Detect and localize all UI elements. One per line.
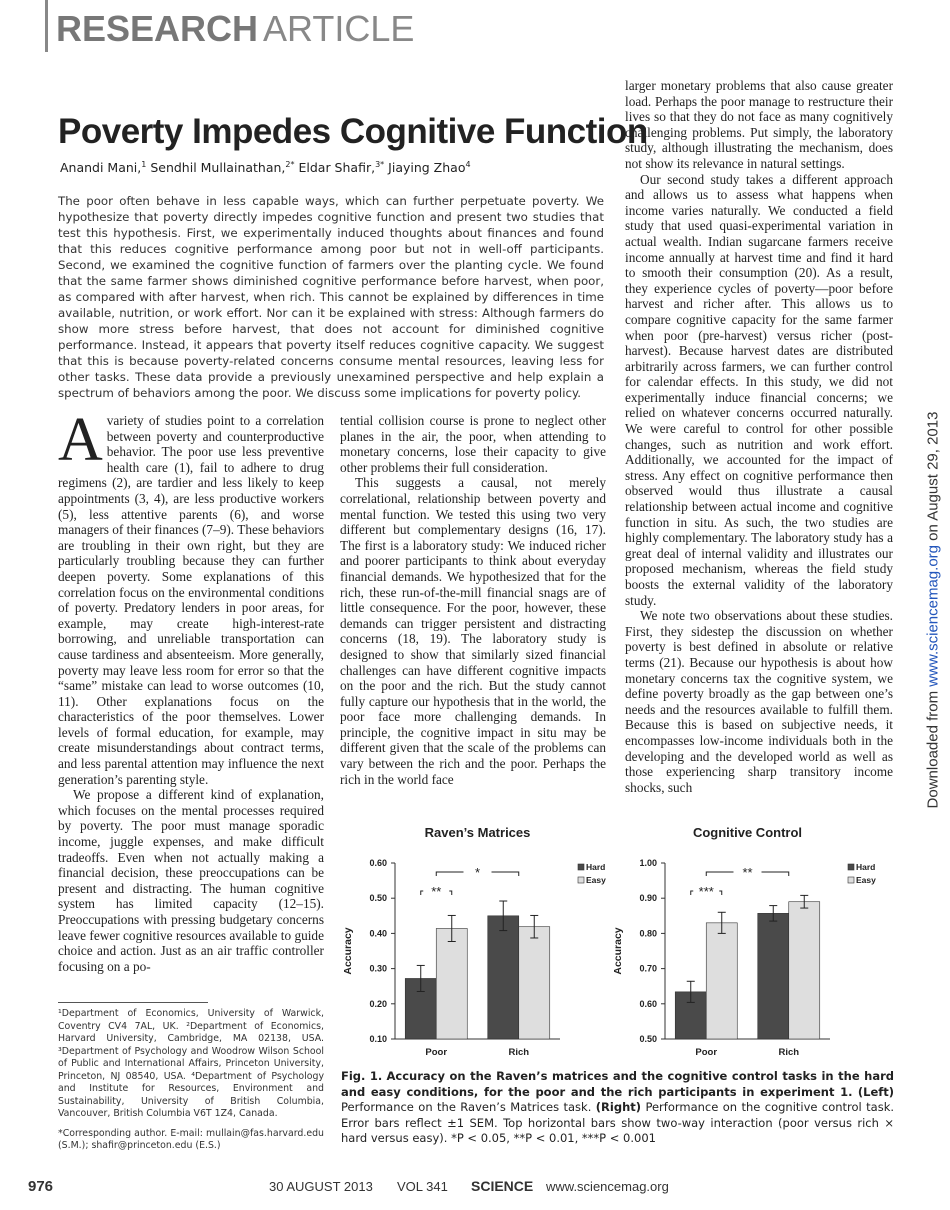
legend-swatch-hard: [848, 864, 854, 870]
y-tick-label: 0.70: [639, 963, 657, 974]
chart-title: Raven’s Matrices: [424, 825, 531, 840]
body-paragraph: This suggests a causal, not merely correlational, relationship between poverty and mental function. We tested this using two very different but complementary designs (16, 17). The first is a laboratory study: We induced richer and poorer participants to think about everyday financial demands. We hypothesized that for the rich, these run-of-the-mill financial snags are of little consequence. For the poor, however, these demands can trigger persistent and distracting concerns (18, 19). The laboratory study is designed to show that similarly sized financial challenges can have different cognitive impacts on the poor and the rich. But the study cannot fully capture our hypothesis that in the world, the poor face more challenging demands. In principle, the cognitive impact in situ may be different given that the scale of the problems can vary between the rich and the poor. Perhaps the rich in the world face: [340, 475, 606, 787]
legend-swatch-easy: [848, 877, 854, 883]
journal-website[interactable]: www.sciencemag.org: [546, 1179, 669, 1194]
legend-label: Hard: [586, 862, 606, 872]
drop-cap: A: [58, 406, 103, 474]
x-tick-label: Rich: [778, 1047, 800, 1058]
body-column-3: [625, 78, 893, 795]
author-affiliation-mark: 1: [141, 160, 147, 169]
caption-title: Accuracy on the Raven’s matrices and the cognitive control tasks in the hard and easy conditions, for the poor and the rich participants in experiment 1.: [341, 1069, 894, 1099]
footnote-divider: [58, 1002, 208, 1003]
author: Anandi Mani,: [60, 160, 142, 176]
body-paragraph: Our second study takes a different approach and allows us to assess what happens when income varies naturally. We conducted a field study that used quasi-experimental variation in actual wealth. Indian sugarcane farmers receive income annually at harvest time and find it hard to smooth their consumption (20). As a result, they experience cycles of poverty—poor before harvest and richer after. This allows us to compare cognitive capacity for the same farmer when poor (pre-harvest) versus richer (post-harvest). Because harvest dates are distributed arbitrarily across farmers, we can further control for calendar effects. In this study, we did not experimentally induce financial concerns; we relied on whatever concerns occurred naturally. We were careful to control for other possible changes, such as nutrition and work effort. Additionally, we accounted for the impact of stress. Any effect on cognitive performance then observed would thus illustrate a causal relationship between actual income and cognitive function in situ. As such, the two studies are highly complementary. The laboratory study has a great deal of internal validity and illustrates our proposed mechanism, whereas the field study boosts the external validity of the laboratory study.: [625, 171, 893, 608]
caption-right-text: Performance on the cognitive control task. Error bars reflect ±1 SEM. Top horizontal bars show two-way interaction (poor versus rich × hard versus easy). *P < 0.05, **P < 0.01, ***P < 0.001: [341, 1100, 895, 1145]
legend-label: Easy: [856, 875, 876, 885]
body-column-1: [58, 406, 324, 974]
y-tick-label: 0.10: [369, 1034, 387, 1044]
journal-name: SCIENCE: [471, 1178, 534, 1194]
page-footer: [0, 1170, 950, 1200]
author-affiliation-mark: 3*: [375, 160, 385, 169]
body-paragraph: larger monetary problems that also cause greater load. Perhaps the poor manage to restructure their lives so that they do not face as many cognitively challenging problems. Put simply, the laboratory study, although illustrating the mechanism, does not show its relevance in natural settings.: [625, 78, 893, 171]
caption-right-label: (Right): [595, 1100, 642, 1114]
abstract: The poor often behave in less capable ways, which can further perpetuate poverty. We hypothesize that poverty directly impedes cognitive function and present two studies that test this hypothesis. First, we experimentally induced thoughts about finances and found that this reduces cognitive performance among poor but not in well-off participants. Second, we examined the cognitive function of farmers over the planting cycle. We found that the same farmer shows diminished cognitive performance before harvest, when poor, as compared with after harvest, when rich. This cannot be explained by differences in time available, nutrition, or work effort. Nor can it be explained with stress: Although farmers do show more stress before harvest, that does not account for diminished cognitive performance. Instead, it appears that poverty itself reduces cognitive capacity. We suggest that this is because poverty-related concerns consume mental resources, leaving less for other tasks. These data provide a previously unexamined perspective and help explain a spectrum of behaviors among the poor. We discuss some implications for poverty policy.: [58, 194, 604, 400]
significance-marker: **: [742, 865, 753, 880]
bar-easy-poor: [706, 923, 737, 1039]
author: Jiaying Zhao: [388, 160, 466, 176]
y-tick-label: 0.20: [369, 998, 387, 1009]
body-column-2: [340, 413, 606, 787]
issue-date: 30 AUGUST 2013: [269, 1179, 373, 1194]
x-tick-label: Rich: [508, 1047, 530, 1058]
legend-label: Hard: [856, 862, 876, 872]
significance-marker: *: [474, 865, 481, 880]
body-paragraph: We propose a different kind of explanation, which focuses on the mental processes required by poverty. The poor must manage sporadic income, juggle expenses, and make difficult tradeoffs. Even when not actually making a financial decision, these preoccupations can be present and distracting. The human cognitive system has limited capacity (12–15). Preoccupations with pressing budgetary concerns leave fewer cognitive resources available to guide choice and action. Just as an air traffic controller focusing on a po-: [58, 787, 324, 974]
chart-svg: [335, 815, 625, 1065]
y-tick-label: 0.50: [639, 1034, 657, 1044]
y-tick-label: 0.60: [369, 858, 387, 868]
bar-easy-rich: [789, 902, 820, 1039]
author-list: [60, 160, 471, 175]
y-tick-label: 0.80: [639, 928, 657, 939]
section-banner: [45, 0, 415, 52]
y-axis-label: Accuracy: [612, 927, 624, 975]
corresponding-author-footnote: *Corresponding author. E-mail: mullain@fas.harvard.edu (S.M.); shafir@princeton.edu (E.S.): [58, 1127, 324, 1151]
caption-left-text: Performance on the Raven’s Matrices task.: [341, 1100, 592, 1114]
bar-easy-poor: [436, 928, 467, 1039]
author: Eldar Shafir,: [298, 160, 376, 176]
volume: VOL 341: [397, 1179, 448, 1194]
y-tick-label: 0.50: [369, 893, 387, 904]
legend-swatch-easy: [578, 877, 584, 883]
x-tick-label: Poor: [425, 1047, 448, 1058]
bar-hard-rich: [758, 913, 789, 1039]
ravens-matrices-chart: [335, 815, 625, 1065]
significance-marker: ***: [698, 884, 714, 899]
banner-research: RESEARCH: [56, 8, 259, 49]
author-affiliation-mark: 2*: [285, 160, 295, 169]
affiliations-footnote: ¹Department of Economics, University of Warwick, Coventry CV4 7AL, UK. ²Department of Economics, Harvard University, Cambridge, MA 02138, USA. ³Department of Psychology and Woodrow Wilson School of Public and International Affairs, Princeton University, Princeton, NJ 08540, USA. ⁴Department of Psychology and Institute for Resources, Environment and Sustainability, University of British Columbia, Vancouver, British Columbia V6T 1Z4, Canada.: [58, 1008, 324, 1119]
figure-caption: [341, 1069, 894, 1147]
body-paragraph: tential collision course is prone to neglect other planes in the air, the poor, when attending to monetary concerns, lose their capacity to give other problems their full consideration.: [340, 413, 606, 475]
paragraph-text: variety of studies point to a correlation between poverty and counterproductive behavior. The poor use less preventive health care (1), fail to adhere to drug regimens (2), are tardier and less likely to keep appointments (3, 4), are less productive workers (5), less attentive parents (6), and worse managers of their finances (7–9). These behaviors are troubling in their own right, but they are particularly troubling because they can further deepen poverty. Some explanations of this correlation focus on the environmental conditions of poverty. Predatory lenders in poor areas, for example, may create high-interest-rate borrowing, and unreliable transportation can cause tardiness and absenteeism. More generally, poverty may leave less room for error so that the “same” mistake can lead to worse outcomes (10, 11). Other explanations focus on the characteristics of the poor themselves. Lower levels of formal education, for example, may create misunderstandings about contract terms, and less parental attention may influence the next generation’s parenting style.: [58, 413, 324, 787]
footnotes: [58, 1008, 324, 1160]
significance-marker: **: [431, 884, 442, 899]
chart-svg: [605, 815, 895, 1065]
x-tick-label: Poor: [695, 1047, 718, 1058]
y-tick-label: 0.60: [639, 998, 657, 1009]
banner-article: ARTICLE: [263, 8, 415, 49]
bar-easy-rich: [519, 927, 550, 1039]
chart-title: Cognitive Control: [692, 825, 803, 840]
legend-label: Easy: [586, 875, 606, 885]
cognitive-control-chart: [605, 815, 895, 1065]
download-watermark: [915, 260, 950, 960]
y-tick-label: 1.00: [639, 858, 657, 868]
caption-left-label: (Left): [857, 1084, 895, 1099]
page-number: 976: [28, 1178, 54, 1195]
watermark-suffix: on August 29, 2013: [924, 411, 942, 545]
bar-hard-rich: [488, 916, 519, 1039]
caption-label: Fig. 1.: [341, 1069, 383, 1083]
watermark-link[interactable]: www.sciencemag.org: [924, 544, 942, 687]
article-title: Poverty Impedes Cognitive Function: [58, 112, 648, 151]
y-tick-label: 0.30: [369, 963, 387, 974]
legend-swatch-hard: [578, 864, 584, 870]
y-tick-label: 0.90: [639, 893, 657, 904]
author: Sendhil Mullainathan,: [150, 160, 286, 176]
y-tick-label: 0.40: [369, 928, 387, 939]
body-paragraph: We note two observations about these studies. First, they sidestep the discussion on whether poverty is best defined in absolute or relative terms (21). Because our hypothesis is about how monetary concerns tax the cognitive system, we define poverty broadly as the gap between one’s needs and the resources available to fulfill them. Because this is based on subjective needs, it encompasses low-income individuals both in the developing and the developed world as well as those experiencing sharp transitory income shocks, such: [625, 608, 893, 795]
author-affiliation-mark: 4: [465, 160, 471, 169]
body-paragraph: [58, 406, 324, 787]
watermark-prefix: Downloaded from: [924, 686, 942, 809]
y-axis-label: Accuracy: [342, 927, 354, 975]
